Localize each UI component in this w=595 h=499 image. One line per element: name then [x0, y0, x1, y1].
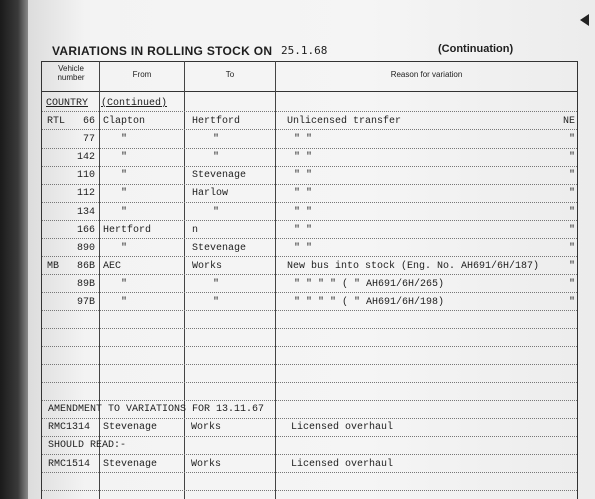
from-location: "	[121, 134, 128, 145]
reason-suffix: "	[568, 152, 575, 163]
row-divider	[42, 166, 577, 167]
vehicle-class: RTL	[47, 116, 66, 127]
row-divider	[42, 490, 577, 491]
reason-suffix: "	[568, 279, 575, 290]
vehicle-number: 890	[76, 243, 95, 254]
to-location: "	[213, 297, 220, 308]
reason-suffix: "	[568, 188, 575, 199]
variation-reason: " " " " ( " AH691/6H/198)	[294, 297, 445, 308]
row-divider	[42, 202, 577, 203]
column-header-reason: Reason for variation	[390, 70, 463, 79]
from-location: Clapton	[103, 116, 146, 127]
vehicle-number: 77	[82, 134, 95, 145]
header-divider	[41, 91, 578, 92]
reason-suffix: NE	[562, 116, 575, 127]
to-location: Stevenage	[192, 170, 247, 181]
row-divider	[42, 256, 577, 257]
row-divider	[42, 129, 577, 130]
page-title: VARIATIONS IN ROLLING STOCK ON	[52, 44, 273, 58]
variation-reason: " "	[294, 152, 313, 163]
reason-suffix: "	[568, 207, 575, 218]
variation-reason: New bus into stock (Eng. No. AH691/6H/187)	[287, 261, 540, 272]
vehicle-number: 112	[76, 188, 95, 199]
variation-reason: " "	[294, 225, 313, 236]
to-location: Harlow	[192, 188, 229, 199]
vehicle-number: 86B	[76, 261, 95, 272]
column-divider	[275, 61, 276, 499]
row-divider	[42, 472, 577, 473]
vehicle-number: 97B	[76, 297, 95, 308]
amendment-title: AMENDMENT TO VARIATIONS FOR 13.11.67	[48, 404, 265, 415]
to-location: "	[213, 134, 220, 145]
row-divider	[42, 436, 577, 437]
row-divider	[42, 220, 577, 221]
row-divider	[42, 346, 577, 347]
vehicle-number: 134	[76, 207, 95, 218]
from-location: "	[121, 297, 128, 308]
vehicle-class: MB	[47, 261, 60, 272]
corrected-from: Stevenage	[103, 459, 158, 470]
column-header-to: To	[225, 70, 235, 79]
should-read-label: SHOULD READ:-	[48, 440, 127, 451]
variation-reason: " "	[294, 207, 313, 218]
from-location: AEC	[103, 261, 122, 272]
row-divider	[42, 292, 577, 293]
row-divider	[42, 310, 577, 311]
row-divider	[42, 454, 577, 455]
reason-suffix: "	[568, 243, 575, 254]
vehicle-number: 110	[76, 170, 95, 181]
variation-reason: " "	[294, 170, 313, 181]
corrected-to: Works	[191, 459, 222, 470]
section-continued: (Continued)	[101, 98, 168, 109]
from-location: "	[121, 243, 128, 254]
row-divider	[42, 238, 577, 239]
from-location: "	[121, 279, 128, 290]
variation-reason: " "	[294, 188, 313, 199]
column-divider	[99, 61, 100, 499]
amendment-from: Stevenage	[103, 422, 158, 433]
to-location: "	[213, 152, 220, 163]
variation-reason: " "	[294, 134, 313, 145]
to-location: Works	[192, 261, 223, 272]
from-location: "	[121, 188, 128, 199]
amendment-reason: Licensed overhaul	[291, 422, 394, 433]
reason-suffix: "	[568, 297, 575, 308]
reason-suffix: "	[568, 261, 575, 272]
row-divider	[42, 274, 577, 275]
continuation-label: (Continuation)	[438, 43, 514, 55]
variation-reason: Unlicensed transfer	[287, 116, 402, 127]
amendment-vehicle: RMC1314	[48, 422, 91, 433]
to-location: "	[213, 207, 220, 218]
from-location: "	[121, 152, 128, 163]
reason-suffix: "	[568, 134, 575, 145]
vehicle-number: 166	[76, 225, 95, 236]
vehicle-number: 66	[82, 116, 95, 127]
to-location: n	[192, 225, 199, 236]
to-location: Hertford	[192, 116, 241, 127]
reason-suffix: "	[568, 170, 575, 181]
from-location: "	[121, 207, 128, 218]
reason-suffix: "	[568, 225, 575, 236]
corrected-vehicle: RMC1514	[48, 459, 91, 470]
to-location: "	[213, 279, 220, 290]
row-divider	[42, 400, 577, 401]
section-heading: COUNTRY	[46, 98, 89, 109]
variation-reason: " "	[294, 243, 313, 254]
row-divider	[42, 418, 577, 419]
column-header-from: From	[132, 70, 152, 79]
page-corner-mark	[580, 14, 589, 26]
from-location: "	[121, 170, 128, 181]
row-divider	[42, 111, 577, 112]
column-header-vehicle: Vehicle number	[57, 64, 85, 82]
row-divider	[42, 364, 577, 365]
vehicle-number: 89B	[76, 279, 95, 290]
variation-reason: " " " " ( " AH691/6H/265)	[294, 279, 445, 290]
row-divider	[42, 382, 577, 383]
page-date: 25.1.68	[281, 44, 328, 57]
to-location: Stevenage	[192, 243, 247, 254]
amendment-to: Works	[191, 422, 222, 433]
row-divider	[42, 148, 577, 149]
column-divider	[184, 61, 185, 499]
row-divider	[42, 184, 577, 185]
from-location: Hertford	[103, 225, 152, 236]
corrected-reason: Licensed overhaul	[291, 459, 394, 470]
row-divider	[42, 328, 577, 329]
vehicle-number: 142	[76, 152, 95, 163]
